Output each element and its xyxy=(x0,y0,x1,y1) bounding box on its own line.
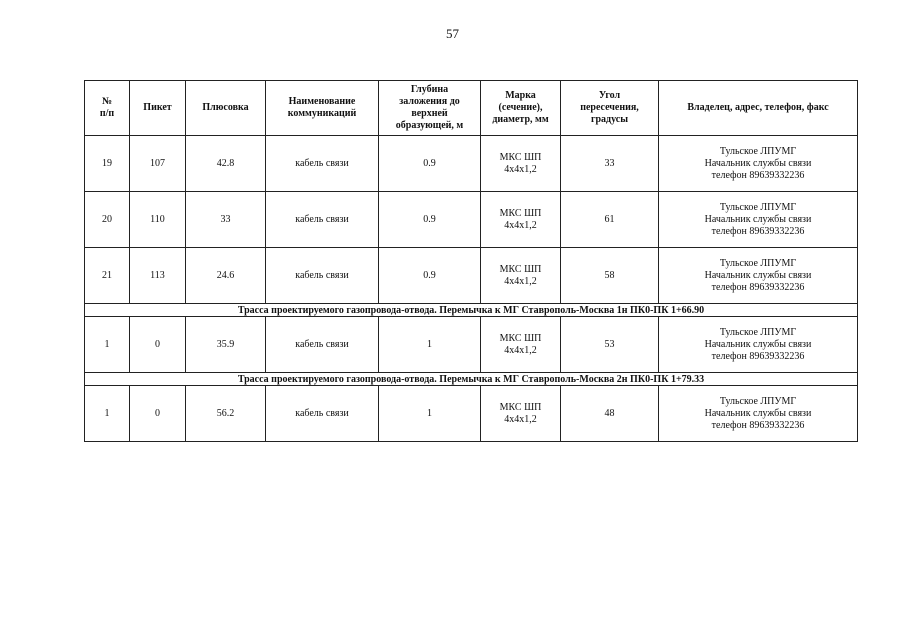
section-title: Трасса проектируемого газопровода-отвода. Перемычка к МГ Ставрополь-Москва 1н ПК0-ПК 1+66.90 xyxy=(85,304,858,317)
cell-line: Начальник службы связи xyxy=(704,338,812,350)
header-text: Владелец, адрес, телефон, факс xyxy=(687,102,829,113)
cell-number: 1 xyxy=(85,317,130,373)
section-title: Трасса проектируемого газопровода-отвода. Перемычка к МГ Ставрополь-Москва 2н ПК0-ПК 1+79.33 xyxy=(85,373,858,386)
cell-name: кабель связи xyxy=(266,317,379,373)
cell-name: кабель связи xyxy=(266,248,379,304)
header-depth xyxy=(379,81,481,136)
header-text: Угол xyxy=(598,90,621,101)
header-number xyxy=(85,81,130,136)
cell-line: Начальник службы связи xyxy=(704,157,812,169)
cell-number: 19 xyxy=(85,136,130,192)
cell-owner xyxy=(659,136,858,192)
table-header-row xyxy=(85,81,858,136)
cell-number: 21 xyxy=(85,248,130,304)
header-text: градусы xyxy=(590,114,629,125)
cell-picket: 107 xyxy=(130,136,186,192)
cell-plus: 56.2 xyxy=(186,386,266,442)
cell-line: 4х4х1,2 xyxy=(504,163,537,175)
header-text: коммуникаций xyxy=(287,108,357,119)
cell-depth: 1 xyxy=(379,386,481,442)
cell-owner xyxy=(659,192,858,248)
header-text: (сечение), xyxy=(498,102,543,113)
cell-number: 20 xyxy=(85,192,130,248)
header-text: заложения до xyxy=(399,96,460,107)
cell-name: кабель связи xyxy=(266,386,379,442)
table-row xyxy=(85,317,858,373)
cell-line: МКС ШП xyxy=(499,151,542,163)
cell-line: МКС ШП xyxy=(499,332,542,344)
crossings-table xyxy=(84,80,858,442)
cell-owner xyxy=(659,317,858,373)
cell-owner xyxy=(659,248,858,304)
cell-depth: 0.9 xyxy=(379,248,481,304)
cell-line: телефон 89639332236 xyxy=(711,281,805,293)
header-text: Плюсовка xyxy=(202,102,249,113)
cell-line: 4х4х1,2 xyxy=(504,344,537,356)
table-row xyxy=(85,192,858,248)
cell-angle: 53 xyxy=(561,317,659,373)
header-text: п/п xyxy=(99,108,115,119)
cell-name: кабель связи xyxy=(266,136,379,192)
table-row xyxy=(85,248,858,304)
cell-plus: 24.6 xyxy=(186,248,266,304)
cell-line: МКС ШП xyxy=(499,207,542,219)
cell-brand xyxy=(481,192,561,248)
header-plus xyxy=(186,81,266,136)
header-text: пересечения, xyxy=(580,102,639,113)
page-number: 57 xyxy=(446,26,459,41)
cell-depth: 0.9 xyxy=(379,136,481,192)
cell-line: 4х4х1,2 xyxy=(504,219,537,231)
table-body xyxy=(85,136,858,442)
cell-brand xyxy=(481,248,561,304)
section-title-row xyxy=(85,304,858,317)
header-text: Глубина xyxy=(410,84,449,95)
cell-depth: 1 xyxy=(379,317,481,373)
table-row xyxy=(85,136,858,192)
header-text: верхней xyxy=(411,108,448,119)
cell-line: Начальник службы связи xyxy=(704,213,812,225)
cell-picket: 110 xyxy=(130,192,186,248)
cell-plus: 33 xyxy=(186,192,266,248)
cell-picket: 113 xyxy=(130,248,186,304)
cell-line: Тульское ЛПУМГ xyxy=(719,201,797,213)
table-row xyxy=(85,386,858,442)
cell-angle: 61 xyxy=(561,192,659,248)
cell-name: кабель связи xyxy=(266,192,379,248)
cell-brand xyxy=(481,317,561,373)
cell-angle: 58 xyxy=(561,248,659,304)
cell-picket: 0 xyxy=(130,386,186,442)
cell-line: МКС ШП xyxy=(499,401,542,413)
header-text: Пикет xyxy=(143,102,172,113)
cell-line: Тульское ЛПУМГ xyxy=(719,257,797,269)
header-brand xyxy=(481,81,561,136)
cell-line: Тульское ЛПУМГ xyxy=(719,395,797,407)
cell-line: 4х4х1,2 xyxy=(504,413,537,425)
cell-line: Тульское ЛПУМГ xyxy=(719,326,797,338)
section-title-row xyxy=(85,373,858,386)
cell-brand xyxy=(481,136,561,192)
header-owner xyxy=(659,81,858,136)
cell-owner xyxy=(659,386,858,442)
cell-angle: 33 xyxy=(561,136,659,192)
cell-plus: 42.8 xyxy=(186,136,266,192)
cell-line: МКС ШП xyxy=(499,263,542,275)
header-angle xyxy=(561,81,659,136)
cell-angle: 48 xyxy=(561,386,659,442)
cell-line: Начальник службы связи xyxy=(704,269,812,281)
cell-line: 4х4х1,2 xyxy=(504,275,537,287)
header-text: № xyxy=(101,96,113,107)
cell-brand xyxy=(481,386,561,442)
cell-plus: 35.9 xyxy=(186,317,266,373)
cell-depth: 0.9 xyxy=(379,192,481,248)
header-text: Наименование xyxy=(288,96,356,107)
cell-line: Тульское ЛПУМГ xyxy=(719,145,797,157)
cell-line: телефон 89639332236 xyxy=(711,225,805,237)
cell-picket: 0 xyxy=(130,317,186,373)
header-name xyxy=(266,81,379,136)
header-text: диаметр, мм xyxy=(492,114,549,125)
header-text: образующей, м xyxy=(395,120,464,131)
header-picket xyxy=(130,81,186,136)
header-text: Марка xyxy=(505,90,536,101)
cell-line: телефон 89639332236 xyxy=(711,169,805,181)
cell-number: 1 xyxy=(85,386,130,442)
cell-line: Начальник службы связи xyxy=(704,407,812,419)
cell-line: телефон 89639332236 xyxy=(711,419,805,431)
cell-line: телефон 89639332236 xyxy=(711,350,805,362)
